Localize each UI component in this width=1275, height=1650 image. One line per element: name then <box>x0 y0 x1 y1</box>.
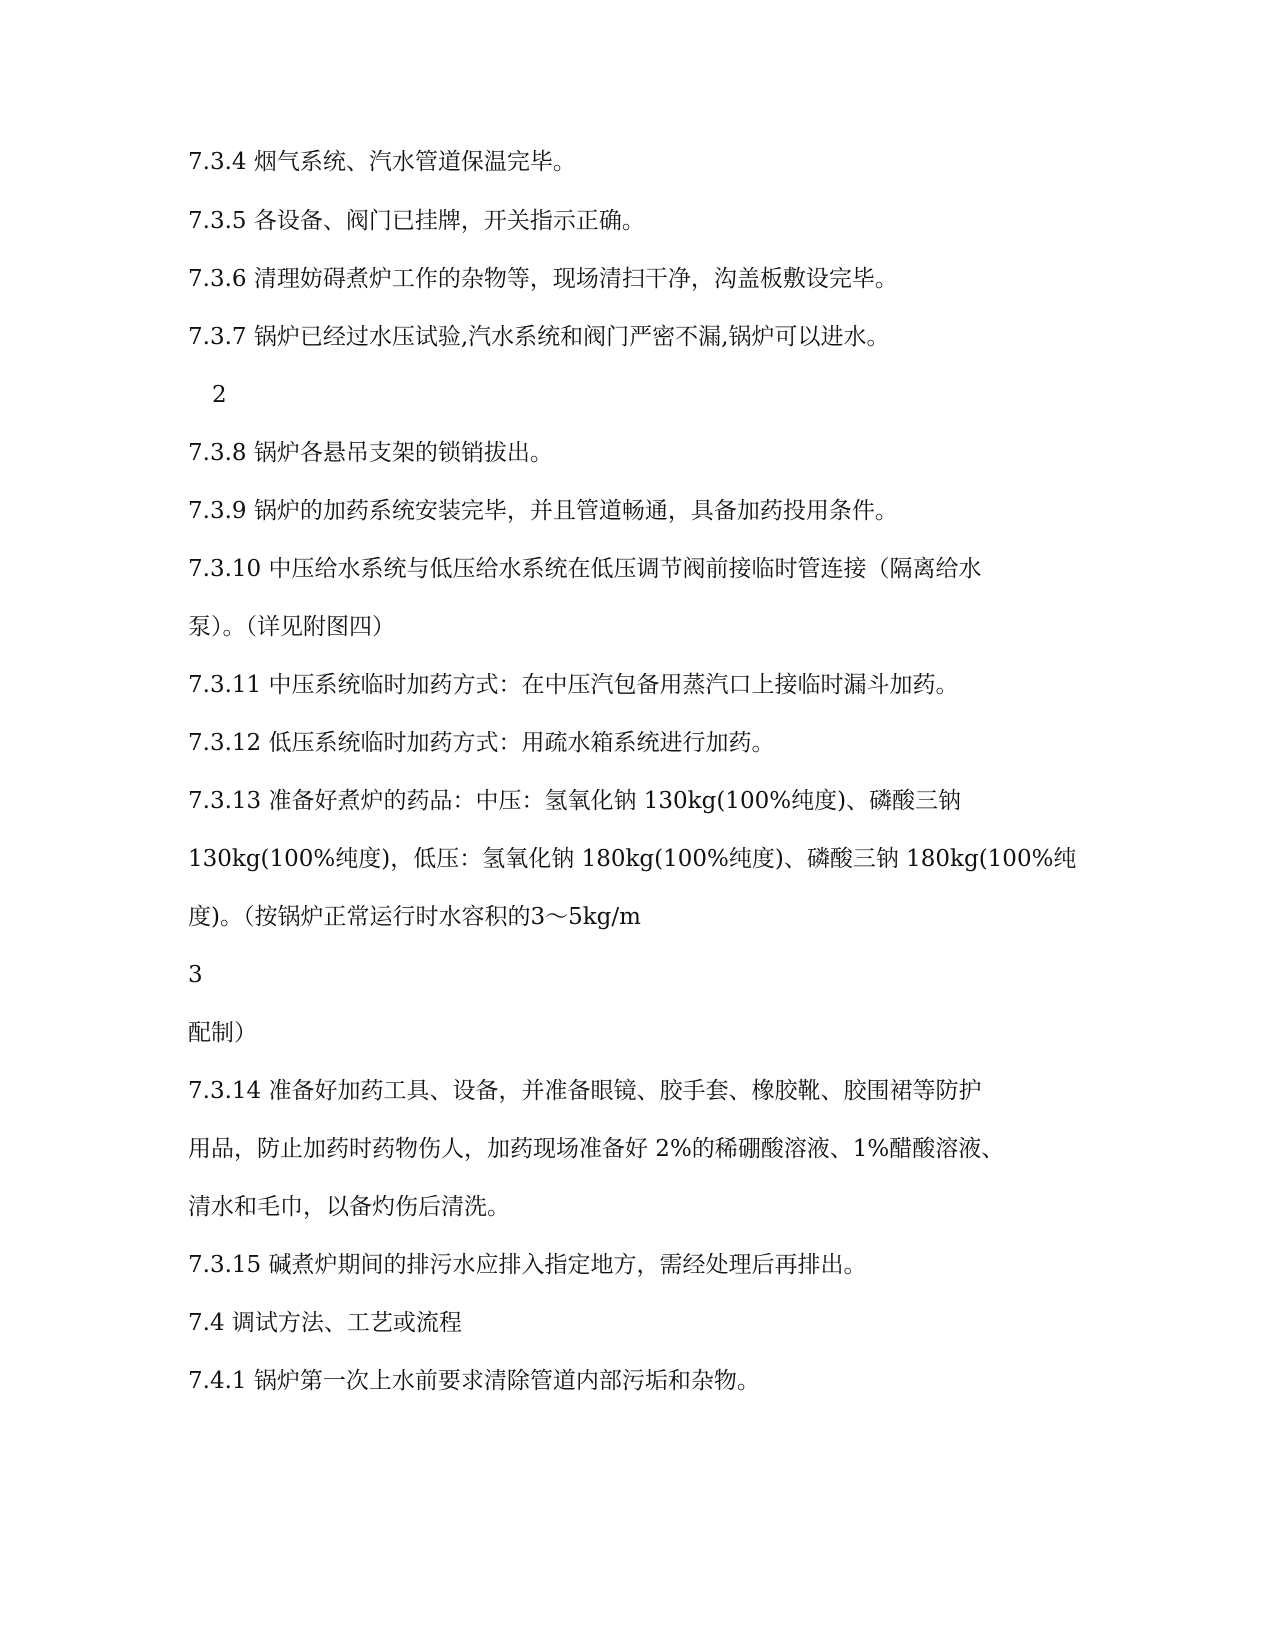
paragraph-7-3-13: 7.3.13 准备好煮炉的药品：中压：氢氧化钠 130kg(100%纯度)、磷酸三钠 <box>188 788 962 814</box>
paragraph-7-4-1: 7.4.1 锅炉第一次上水前要求清除管道内部污垢和杂物。 <box>188 1368 760 1394</box>
paragraph-7-3-14: 7.3.14 准备好加药工具、设备，并准备眼镜、胶手套、橡胶靴、胶围裙等防护 <box>188 1078 982 1104</box>
paragraph-7-3-14-line-3: 清水和毛巾，以备灼伤后清洗。 <box>188 1194 510 1220</box>
paragraph-7-3-9: 7.3.9 锅炉的加药系统安装完毕，并且管道畅通，具备加药投用条件。 <box>188 498 898 524</box>
paragraph-7-3-8: 7.3.8 锅炉各悬吊支架的锁销拔出。 <box>188 440 553 466</box>
paragraph-7-3-14-line-2: 用品，防止加药时药物伤人，加药现场准备好 2%的稀硼酸溶液、1%醋酸溶液、 <box>188 1136 1005 1162</box>
paragraph-7-3-13-line-2: 130kg(100%纯度)，低压：氢氧化钠 180kg(100%纯度)、磷酸三钠 180kg(100%纯 <box>188 846 1077 872</box>
paragraph-7-3-4: 7.3.4 烟气系统、汽水管道保温完毕。 <box>188 149 576 175</box>
paragraph-7-3-10: 7.3.10 中压给水系统与低压给水系统在低压调节阀前接临时管连接（隔离给水 <box>188 556 982 582</box>
paragraph-7-3-7: 7.3.7 锅炉已经过水压试验,汽水系统和阀门严密不漏,锅炉可以进水。 <box>188 324 890 350</box>
paragraph-7-3-15: 7.3.15 碱煮炉期间的排污水应排入指定地方，需经处理后再排出。 <box>188 1252 867 1278</box>
paragraph-7-3-11: 7.3.11 中压系统临时加药方式：在中压汽包备用蒸汽口上接临时漏斗加药。 <box>188 672 959 698</box>
paragraph-7-3-10-continued: 泵）。（详见附图四） <box>188 614 395 640</box>
paragraph-7-3-13-line-4: 配制） <box>188 1020 257 1046</box>
section-heading-7-4: 7.4 调试方法、工艺或流程 <box>188 1310 462 1336</box>
paragraph-7-3-12: 7.3.12 低压系统临时加药方式：用疏水箱系统进行加药。 <box>188 730 775 756</box>
superscript-fragment: 3 <box>188 962 203 988</box>
paragraph-7-3-13-line-3: 度)。（按锅炉正常运行时水容积的3～5kg/m <box>188 904 641 930</box>
page-number: 2 <box>212 382 227 408</box>
paragraph-7-3-6: 7.3.6 清理妨碍煮炉工作的杂物等，现场清扫干净，沟盖板敷设完毕。 <box>188 266 898 292</box>
paragraph-7-3-5: 7.3.5 各设备、阀门已挂牌，开关指示正确。 <box>188 208 645 234</box>
